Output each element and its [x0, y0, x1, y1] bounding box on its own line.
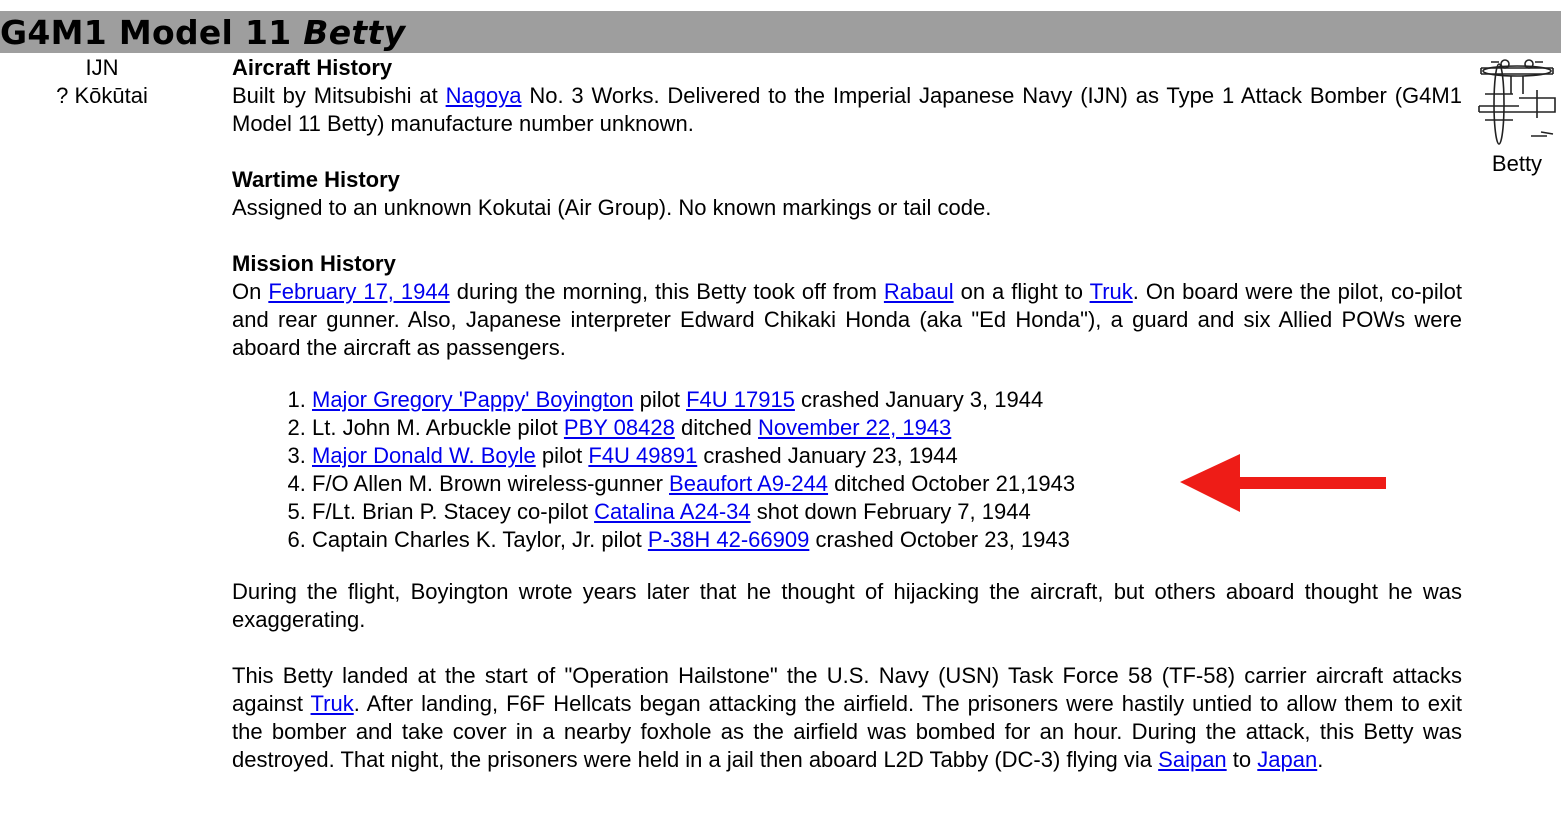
mission-history-text	[232, 278, 1462, 362]
text-span: Lt. John M. Arbuckle pilot	[312, 415, 558, 440]
text-span: crashed January 3, 1944	[801, 387, 1044, 412]
aircraft-link[interactable]: F4U 17915	[686, 387, 795, 412]
thumbnail-caption: Betty	[1491, 151, 1543, 176]
text-span: ditched October 21,1943	[834, 471, 1076, 496]
text-span: pilot	[639, 387, 680, 412]
aircraft-silhouette-icon	[1475, 54, 1559, 146]
text-span: F/O Allen M. Brown wireless-gunner	[312, 471, 663, 496]
text-span: On	[232, 279, 262, 304]
boyle-link[interactable]: Major Donald W. Boyle	[312, 443, 536, 468]
red-arrow-icon	[1178, 452, 1390, 516]
text-span: This Betty landed at the start of "Operation Hailstone" the U.S. Navy (USN) Task Force 58 (TF-58) carrier aircraft attacks against	[232, 663, 1462, 716]
list-item	[312, 526, 1462, 554]
aircraft-link[interactable]: Catalina A24-34	[594, 499, 751, 524]
text-span: Captain Charles K. Taylor, Jr. pilot	[312, 527, 642, 552]
date-link[interactable]: November 22, 1943	[758, 415, 952, 440]
mission-history-heading: Mission History	[232, 251, 396, 276]
aircraft-thumbnail[interactable]	[1472, 54, 1561, 178]
truk-link[interactable]: Truk	[310, 691, 354, 716]
text-span: F/Lt. Brian P. Stacey co-pilot	[312, 499, 588, 524]
title-main: G4M1 Model 11	[0, 13, 292, 52]
text-span: Built by Mitsubishi at	[232, 83, 438, 108]
text-span: pilot	[541, 443, 583, 468]
aircraft-link[interactable]: F4U 49891	[588, 443, 698, 468]
text-span: to	[1232, 747, 1252, 772]
text-span: .	[1317, 747, 1324, 772]
japan-link[interactable]: Japan	[1257, 747, 1318, 772]
wartime-history-heading: Wartime History	[232, 167, 400, 192]
aircraft-link[interactable]: Beaufort A9-244	[669, 471, 829, 496]
article-body	[232, 54, 1462, 774]
branch-label: IJN	[85, 55, 119, 80]
saipan-link[interactable]: Saipan	[1158, 747, 1227, 772]
text-span: during the morning, this Betty took off from	[456, 279, 877, 304]
list-item	[312, 386, 1462, 414]
title-italic: Betty	[303, 13, 406, 52]
text-span: crashed October 23, 1943	[815, 527, 1070, 552]
aircraft-history-text	[232, 82, 1462, 138]
date-link[interactable]: February 17, 1944	[268, 279, 450, 304]
text-span: . On board were the pilot, co-pilot and rear gunner. Also, Japanese interpreter Edward Chikaki Honda (aka "Ed Honda"), a guard and six Allied POWs were aboard the aircraft as passengers.	[232, 279, 1462, 360]
text-span: No. 3 Works. Delivered to the Imperial Japanese Navy (IJN) as Type 1 Attack Bomber (G4M1 Model 11 Betty) manufacture number unknown.	[232, 83, 1462, 136]
unit-label: ? Kōkūtai	[56, 83, 148, 108]
list-item	[312, 414, 1462, 442]
nagoya-link[interactable]: Nagoya	[445, 83, 522, 108]
sidebar	[0, 54, 204, 110]
rabaul-link[interactable]: Rabaul	[883, 279, 954, 304]
aircraft-link[interactable]: P-38H 42-66909	[647, 527, 810, 552]
aircraft-history-heading: Aircraft History	[232, 55, 393, 80]
truk-link[interactable]: Truk	[1089, 279, 1133, 304]
flight-paragraph: During the flight, Boyington wrote years later that he thought of hijacking the aircraft, but others aboard thought he was exaggerating.	[232, 579, 1462, 632]
landing-paragraph	[232, 662, 1462, 774]
text-span: . After landing, F6F Hellcats began attacking the airfield. The prisoners were hastily untied to allow them to exit the bomber and take cover in a nearby foxhole as the airfield was bombed for an hour. During the attack, this Betty was destroyed. That night, the prisoners were held in a jail then aboard L2D Tabby (DC-3) flying via	[232, 691, 1462, 772]
text-span: shot down February 7, 1944	[756, 499, 1031, 524]
text-span: ditched	[680, 415, 752, 440]
aircraft-link[interactable]: PBY 08428	[563, 415, 675, 440]
boyington-link[interactable]: Major Gregory 'Pappy' Boyington	[312, 387, 634, 412]
text-span: crashed January 23, 1944	[703, 443, 958, 468]
text-span: on a flight to	[960, 279, 1084, 304]
wartime-history-text: Assigned to an unknown Kokutai (Air Group). No known markings or tail code.	[232, 195, 992, 220]
page-title	[0, 12, 405, 54]
